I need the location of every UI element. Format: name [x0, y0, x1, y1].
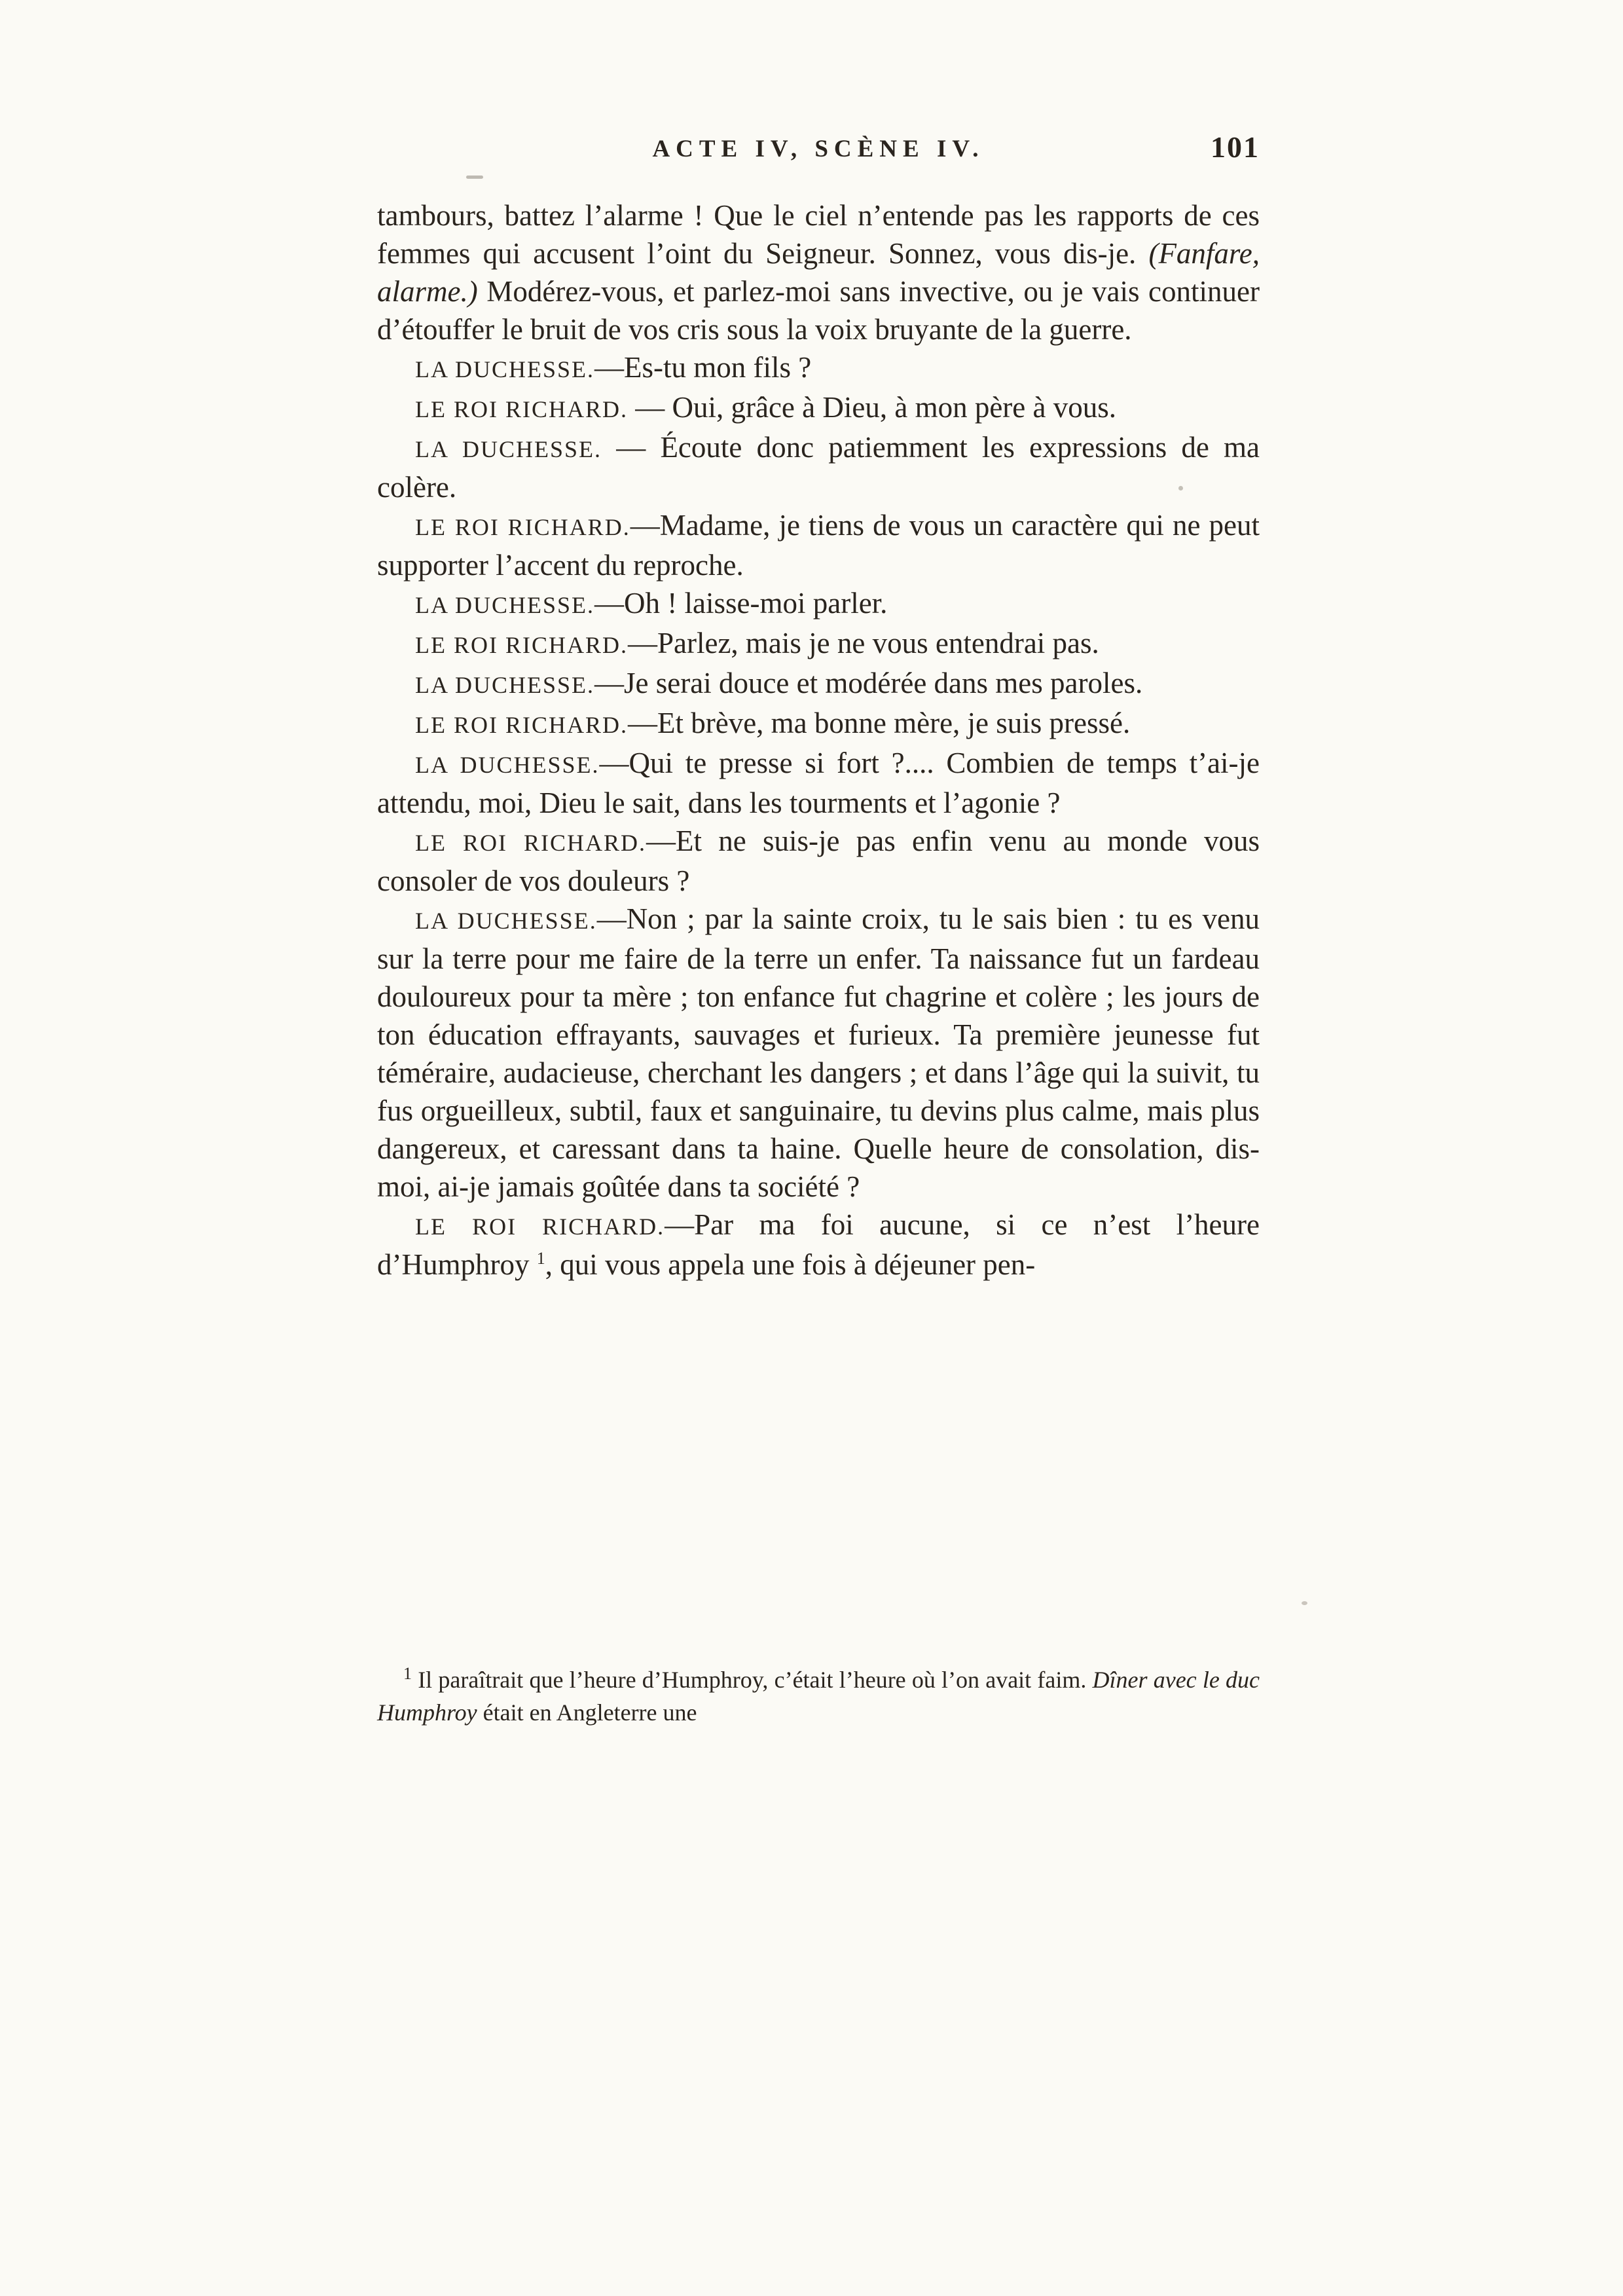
dialogue-paragraph	[377, 388, 1260, 428]
dialogue-paragraph	[377, 348, 1260, 388]
text-run: , qui vous appela une fois à déjeuner pen-	[545, 1248, 1036, 1281]
text-run: — Oui, grâce à Dieu, à mon père à vous.	[628, 391, 1116, 424]
footnote-text	[377, 1663, 1260, 1729]
speaker-name: LA DUCHESSE.	[415, 592, 595, 618]
page-number: 101	[1211, 130, 1260, 164]
speaker-name: LE ROI RICHARD.	[415, 1213, 665, 1240]
text-run: —Qui te presse si fort ?.... Combien de temps t’ai-je attendu, moi, Dieu le sait, dans les tourments et l’agonie ?	[377, 747, 1260, 819]
text-run: tambours, battez l’alarme ! Que le ciel n’entende pas les rapports de ces femmes qui accusent l’oint du Seigneur. Sonnez, vous dis-je.	[377, 199, 1260, 270]
text-run: Modérez-vous, et parlez-moi sans invective, ou je vais continuer d’étouffer le bruit de vos cris sous la voix bruyante de la guerre.	[377, 275, 1260, 346]
text-run: —Non ; par la sainte croix, tu le sais bien : tu es venu sur la terre pour me faire de la terre un enfer. Ta naissance fut un fardeau douloureux pour ta mère ; ton enfance fut chagrine et colère ; les jours de ton éducation effrayants, sauvages et furieux. Ta première jeunesse fut téméraire, audacieuse, cherchant les dangers ; et dans l’âge qui la suivit, tu fus orgueilleux, subtil, faux et sanguinaire, tu devins plus calme, mais plus dangereux, et caressant dans ta haine. Quelle heure de consolation, dis-moi, ai-je jamais goûtée dans ta société ?	[377, 902, 1260, 1203]
italic-text-run: Dîner avec le duc Humphroy	[377, 1667, 1260, 1726]
ink-speck	[1302, 1601, 1307, 1605]
footnote	[377, 1663, 1260, 1729]
running-header: ACTE IV, SCÈNE IV.	[652, 136, 985, 162]
speaker-name: LA DUCHESSE.	[415, 356, 595, 382]
dialogue-paragraph	[377, 624, 1260, 664]
body-text	[377, 196, 1260, 1284]
text-run: —Et ne suis-je pas enfin venu au monde vous consoler de vos douleurs ?	[377, 824, 1260, 897]
speaker-name: LA DUCHESSE.	[415, 752, 600, 778]
speaker-name: LA DUCHESSE.	[415, 672, 595, 698]
footnote-ref: 1	[536, 1249, 545, 1268]
dialogue-paragraph	[377, 506, 1260, 584]
page-header	[377, 130, 1260, 177]
text-run: Il paraîtrait que l’heure d’Humphroy, c’était l’heure où l’on avait faim.	[412, 1667, 1093, 1693]
text-run: —Parlez, mais je ne vous entendrai pas.	[628, 627, 1099, 659]
text-run: —Oh ! laisse-moi parler.	[594, 587, 888, 620]
text-run: — Écoute donc patiemment les expressions de ma colère.	[377, 431, 1260, 504]
dialogue-paragraph	[377, 900, 1260, 1206]
speaker-name: LE ROI RICHARD.	[415, 396, 628, 422]
text-run: —Par ma foi aucune, si ce n’est l’heure d’Humphroy	[377, 1208, 1260, 1281]
speaker-name: LE ROI RICHARD.	[415, 514, 630, 540]
text-run: —Es-tu mon fils ?	[594, 351, 812, 384]
speaker-name: LA DUCHESSE.	[415, 908, 597, 934]
italic-text-run: (Fanfare, alarme.)	[377, 237, 1260, 308]
speaker-name: LE ROI RICHARD.	[415, 712, 628, 738]
dialogue-paragraph	[377, 822, 1260, 900]
text-run: —Je serai douce et modérée dans mes paroles.	[594, 667, 1143, 699]
text-run: —Et brève, ma bonne mère, je suis pressé.	[628, 707, 1131, 739]
continuation-paragraph	[377, 196, 1260, 348]
ink-speck	[466, 176, 483, 179]
dialogue-paragraph	[377, 584, 1260, 624]
text-run: —Madame, je tiens de vous un caractère qui ne peut supporter l’accent du reproche.	[377, 509, 1260, 582]
dialogue-paragraph	[377, 704, 1260, 744]
dialogue-paragraph	[377, 1206, 1260, 1284]
speaker-name: LE ROI RICHARD.	[415, 632, 628, 658]
speaker-name: LE ROI RICHARD.	[415, 830, 647, 856]
dialogue-paragraph	[377, 664, 1260, 704]
dialogue-paragraph	[377, 428, 1260, 506]
text-run: était en Angleterre une	[477, 1699, 697, 1726]
footnote-marker: 1	[403, 1664, 412, 1683]
speaker-name: LA DUCHESSE.	[415, 436, 602, 462]
ink-speck	[1178, 486, 1183, 491]
dialogue-paragraph	[377, 744, 1260, 822]
